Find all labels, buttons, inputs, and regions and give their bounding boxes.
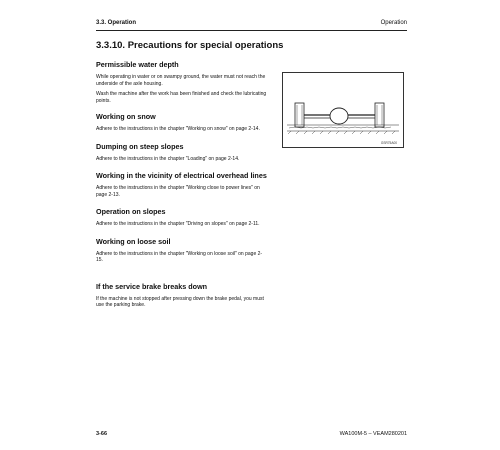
section-dumping <box>96 142 268 163</box>
section-heading: Dumping on steep slopes <box>96 141 184 151</box>
footer-page-number: 3-66 <box>96 431 108 437</box>
section-paragraph: While operating in water or on swampy ground, the water must not reach the underside of the axle housing. <box>96 74 266 87</box>
section-snow <box>96 112 268 133</box>
section-water-depth <box>96 60 268 104</box>
section-heading: If the service brake breaks down <box>96 281 208 291</box>
section-paragraph: Adhere to the instructions in the chapter "Driving on slopes" on page 2-11. <box>96 221 260 227</box>
section-heading: Operation on slopes <box>96 207 166 216</box>
header-rule <box>96 30 407 31</box>
section-paragraph: Adhere to the instructions in the chapter "Working on snow" on page 2-14. <box>96 126 260 132</box>
content-column <box>96 60 268 318</box>
axle-water-illustration <box>283 73 403 147</box>
section-paragraph: Adhere to the instructions in the chapter "Working close to power lines" on page 2-13. <box>96 185 260 198</box>
section-paragraph: Adhere to the instructions in the chapter "Working on loose soil" on page 2-15. <box>96 250 263 263</box>
section-slopes <box>96 207 268 228</box>
section-loose-soil <box>96 237 268 264</box>
section-paragraph: If the machine is not stopped after pressing down the brake pedal, you must use the parking brake. <box>96 295 264 308</box>
section-power-lines <box>96 171 268 198</box>
header-chapter: Operation <box>380 20 407 26</box>
section-heading: Working on loose soil <box>96 236 171 246</box>
footer-document-id: WA100M-5 – VEAM280201 <box>339 431 407 437</box>
section-paragraph: Wash the machine after the work has been finished and check the lubricating points. <box>96 91 267 104</box>
page-title: 3.3.10. Precautions for special operations <box>96 40 284 51</box>
section-service-brake <box>96 282 268 309</box>
section-heading: Working in the vicinity of electrical overhead lines <box>96 171 267 180</box>
header-section: 3.3. Operation <box>96 20 137 26</box>
figure-caption: GSR75A00 <box>380 141 397 145</box>
section-heading: Working on snow <box>96 112 156 121</box>
section-paragraph: Adhere to the instructions in the chapter "Loading" on page 2-14. <box>96 155 240 162</box>
water-depth-figure <box>282 72 404 148</box>
section-heading: Permissible water depth <box>96 60 179 69</box>
